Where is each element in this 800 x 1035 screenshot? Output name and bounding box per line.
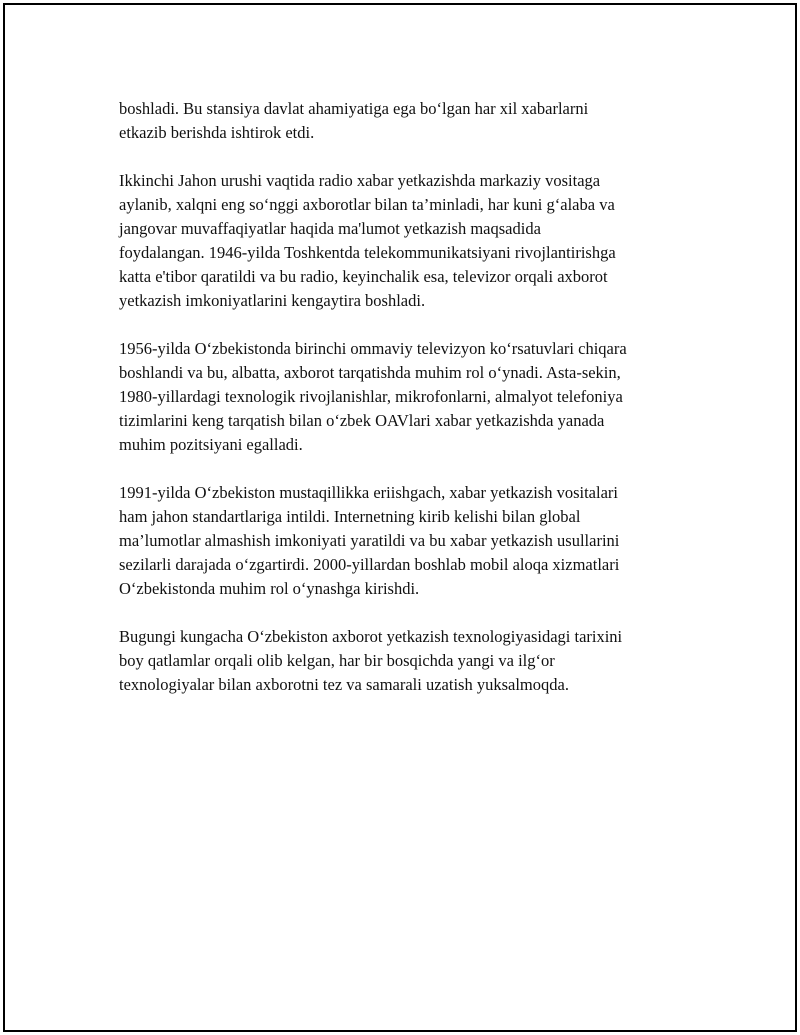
paragraph-2: Ikkinchi Jahon urushi vaqtida radio xabar yetkazishda markaziy vositaga aylanib, xalqni eng so‘nggi axborotlar bilan ta’minladi, har kuni g‘alaba va jangovar muvaffaqiyatlar haqida ma'lumot yetkazish maqsadida foydalangan. 1946-yilda Toshkentda telekommunikatsiyani rivojlantirishga katta e'tibor qaratildi va bu radio, keyinchalik esa, televizor orqali axborot yetkazish imkoniyatlarini kengaytira boshladi. <box>119 171 616 310</box>
paragraph-3: 1956-yilda O‘zbekistonda birinchi ommaviy televizyon ko‘rsatuvlari chiqara boshlandi va bu, albatta, axborot tarqatishda muhim rol o‘ynadi. Asta-sekin, 1980-yillardagi texnologik rivojlanishlar, mikrofonlarni, almalyot telefoniya tizimlarini keng tarqatish bilan o‘zbek OAVlari xabar yetkazishda yanada muhim pozitsiyani egalladi. <box>119 339 627 454</box>
document-body <box>119 97 699 721</box>
paragraph-5: Bugungi kungacha O‘zbekiston axborot yetkazish texnologiyasidagi tarixini boy qatlamlar orqali olib kelgan, har bir bosqichda yangi va ilg‘or texnologiyalar bilan axborotni tez va samarali uzatish yuksalmoqda. <box>119 627 623 694</box>
paragraph-1: boshladi. Bu stansiya davlat ahamiyatiga ega bo‘lgan har xil xabarlarni etkazib berishda ishtirok etdi. <box>119 99 589 142</box>
paragraph-4: 1991-yilda O‘zbekiston mustaqillikka eriishgach, xabar yetkazish vositalari ham jahon standartlariga intildi. Internetning kirib kelishi bilan global ma’lumotlar almashish imkoniyati yaratildi va bu xabar yetkazish usullarini sezilarli darajada o‘zgartirdi. 2000-yillardan boshlab mobil aloqa xizmatlari O‘zbekistonda muhim rol o‘ynashga kirishdi. <box>119 483 620 598</box>
document-page <box>3 3 797 1032</box>
